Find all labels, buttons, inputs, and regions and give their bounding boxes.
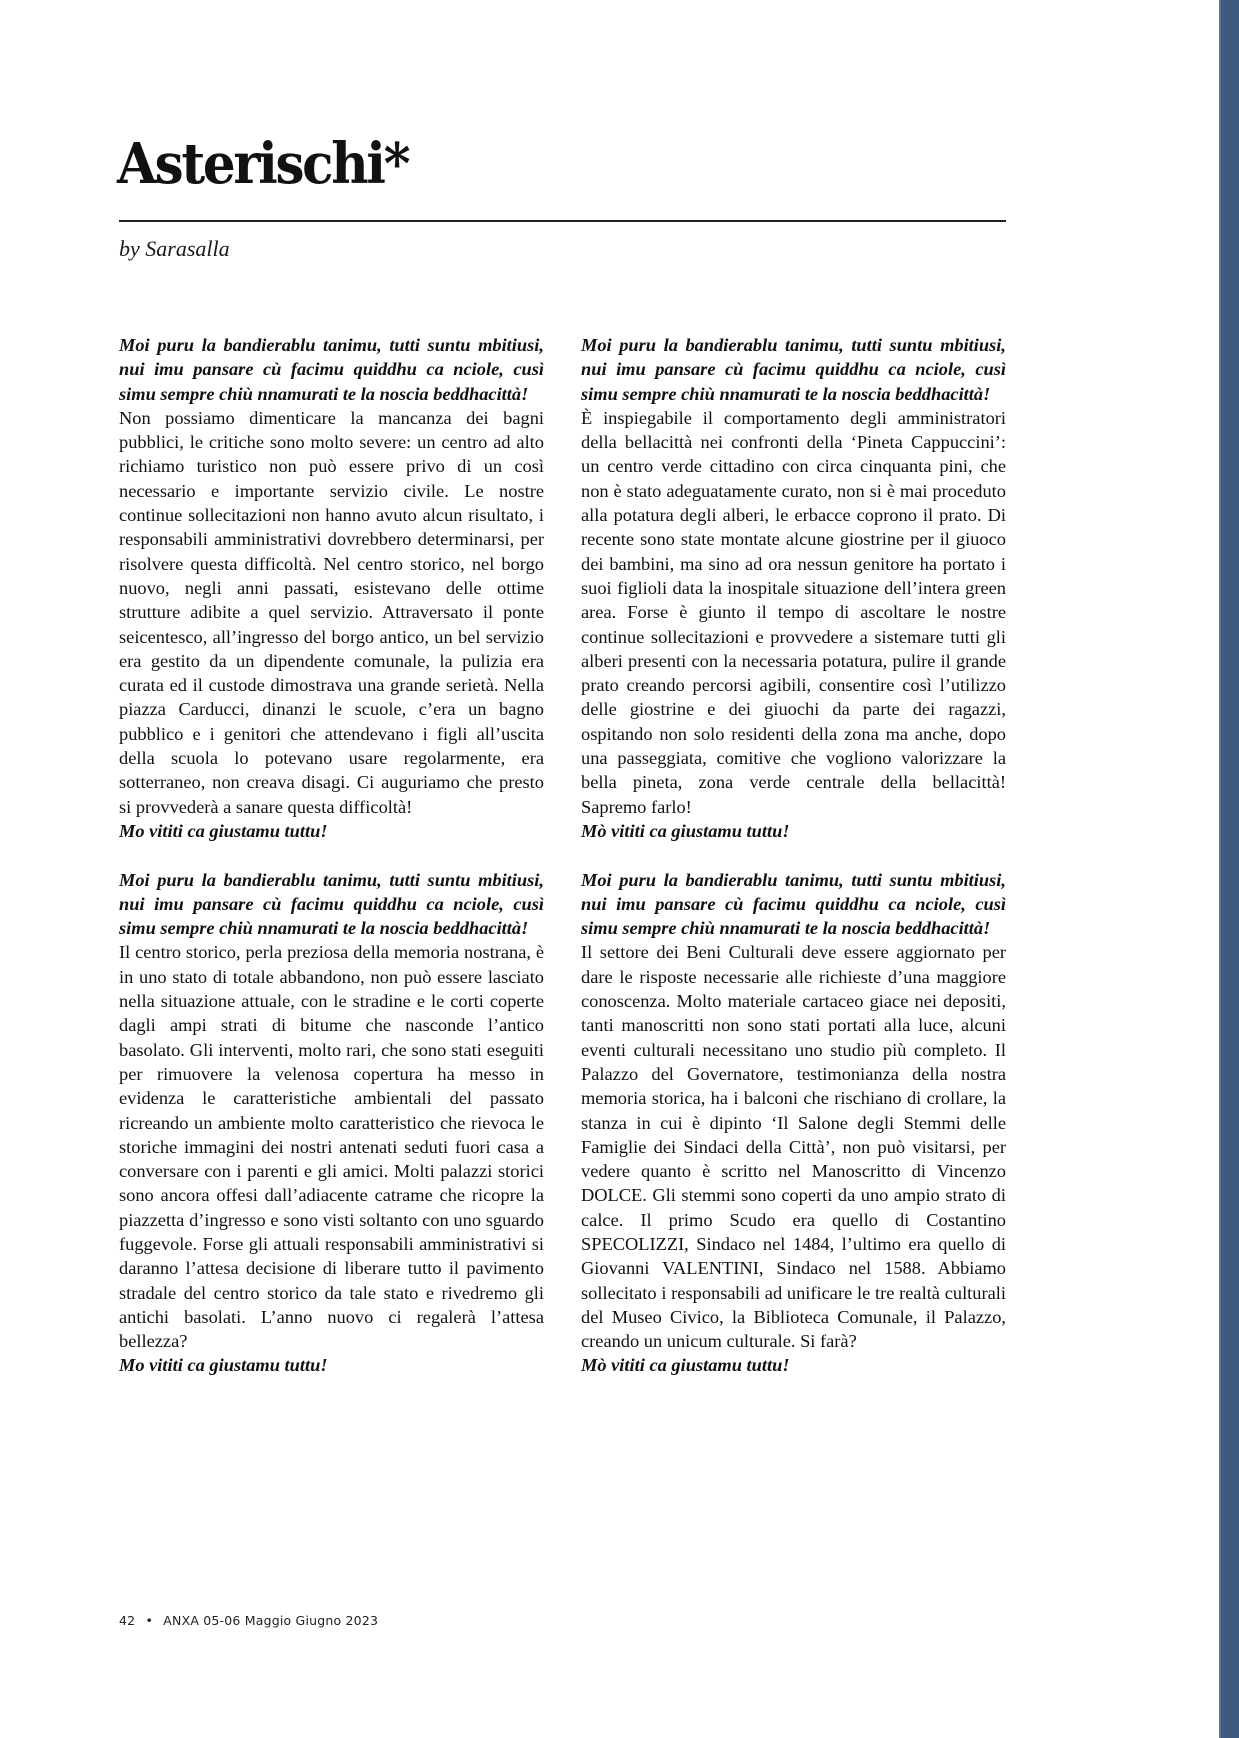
page-edge-color-bar [1219,0,1239,1738]
bullet-separator-icon: • [145,1613,154,1628]
page-number: 42 [119,1613,136,1628]
left-column [119,333,544,1402]
section-motto: Moi puru la bandierablu tanimu, tutti suntu mbitiusi, nui imu pansare cù facimu quiddhu ca nciole, cusì simu sempre chiù nnamurati te la noscia beddhacittà! [119,869,544,939]
article-section [581,333,1006,843]
section-sign-off: Mò vititi ca giustamu tuttu! [581,820,790,841]
section-body: Non possiamo dimenticare la mancanza dei bagni pubblici, le critiche sono molto severe: un centro ad alto richiamo turistico non può essere privo di un così necessario e importante servizio civile. Le nostre continue sollecitazioni non hanno avuto alcun risultato, i responsabili amministrativi dovrebbero determinarsi, per risolvere questa difficoltà. Nel centro storico, nel borgo nuovo, negli anni passati, esistevano delle ottime strutture adibite a quel servizio. Attraversato il ponte seicentesco, all’ingresso del borgo antico, un bel servizio era gestito da un dipendente comunale, la pulizia era curata ed il custode dimostrava una grande serietà. Nella piazza Carducci, dinanzi le scuole, c’era un bagno pubblico e i genitori che attendevano i figli all’uscita della scuola lo potevano usare regolarmente, era sotterraneo, non creava disagi. Ci auguriamo che presto si provvederà a sanare questa difficoltà! [119,407,544,817]
article-byline: by Sarasalla [119,236,230,261]
section-sign-off: Mo vititi ca giustamu tuttu! [119,1355,328,1376]
title-divider [119,220,1006,222]
publication-info: ANXA 05-06 Maggio Giugno 2023 [163,1613,379,1628]
section-body: Il centro storico, perla preziosa della memoria nostrana, è in uno stato di totale abbandono, non può essere lasciato nella situazione attuale, con le stradine e le corti coperte dagli ampi strati di bitume che nasconde l’antico basolato. Gli interventi, molto rari, che sono stati eseguiti per rimuovere la velenosa copertura ha messo in evidenza le caratteristiche ambientali del passato ricreando un ambiente molto caratteristico che rievoca le storiche immagini dei nostri antenati seduti fuori casa a conversare con i parenti e gli amici. Molti palazzi storici sono ancora offesi dall’adiacente catrame che ricopre la piazzetta d’ingresso e sono visti soltanto con uno sguardo fuggevole. Forse gli attuali responsabili amministrativi si daranno l’attesa decisione di liberare tutto il pavimento stradale del centro storico da tale stato e rivedremo gli antichi basolati. L’anno nuovo ci regalerà l’attesa bellezza? [119,942,544,1352]
article-section [119,333,544,843]
section-sign-off: Mò vititi ca giustamu tuttu! [581,1355,790,1376]
section-body: Il settore dei Beni Culturali deve essere aggiornato per dare le risposte necessarie alle richieste d’una maggiore conoscenza. Molto materiale cartaceo giace nei depositi, tanti manoscritti non sono stati portati alla luce, alcuni eventi culturali necessitano uno studio più completo. Il Palazzo del Governatore, testimonianza della nostra memoria storica, ha i balconi che rischiano di crollare, la stanza in cui è dipinto ‘Il Salone degli Stemmi delle Famiglie dei Sindaci della Città’, non può visitarsi, per vedere quanto è scritto nel Manoscritto di Vincenzo DOLCE. Gli stemmi sono coperti da uno ampio strato di calce. Il primo Scudo era quello di Costantino SPECOLIZZI, Sindaco nel 1484, l’ultimo era quello di Giovanni VALENTINI, Sindaco nel 1588. Abbiamo sollecitato i responsabili ad unificare le tre realtà culturali del Museo Civico, la Biblioteca Comunale, il Palazzo, creando un unicum culturale. Si farà? [581,942,1006,1352]
article-title: Asterischi* [117,131,409,197]
section-motto: Moi puru la bandierablu tanimu, tutti suntu mbitiusi, nui imu pansare cù facimu quiddhu ca nciole, cusì simu sempre chiù nnamurati te la noscia beddhacittà! [119,335,544,404]
page-footer [119,1613,378,1628]
article-section [581,868,1006,1378]
section-motto: Moi puru la bandierablu tanimu, tutti suntu mbitiusi, nui imu pansare cù facimu quiddhu ca nciole, cusì simu sempre chiù nnamurati te la noscia beddhacittà! [581,869,1006,939]
section-motto: Moi puru la bandierablu tanimu, tutti suntu mbitiusi, nui imu pansare cù facimu quiddhu ca nciole, cusì simu sempre chiù nnamurati te la noscia beddhacittà! [581,335,1006,404]
right-column [581,333,1006,1402]
article-section [119,868,544,1378]
section-sign-off: Mo vititi ca giustamu tuttu! [119,820,328,841]
section-body: È inspiegabile il comportamento degli amministratori della bellacittà nei confronti della ‘Pineta Cappuccini’: un centro verde cittadino con circa cinquanta pini, che non è stato adeguatamente curato, non si è mai proceduto alla potatura degli alberi, le erbacce coprono il prato. Di recente sono state montate alcune giostrine per il giuoco dei bambini, ma sino ad ora nessun genitore ha portato i suoi figlioli data la inospitale situazione dell’intera green area. Forse è giunto il tempo di ascoltare le nostre continue sollecitazioni e provvedere a sistemare tutti gli alberi presenti con la necessaria potatura, pulire il grande prato creando percorsi agibili, consentire così l’utilizzo delle giostrine e dei giuochi da parte dei ragazzi, ospitando non solo residenti della zona ma anche, dopo una passeggiata, comitive che vogliono valorizzare la bella pineta, zona verde centrale della bellacittà! Sapremo farlo! [581,407,1006,817]
